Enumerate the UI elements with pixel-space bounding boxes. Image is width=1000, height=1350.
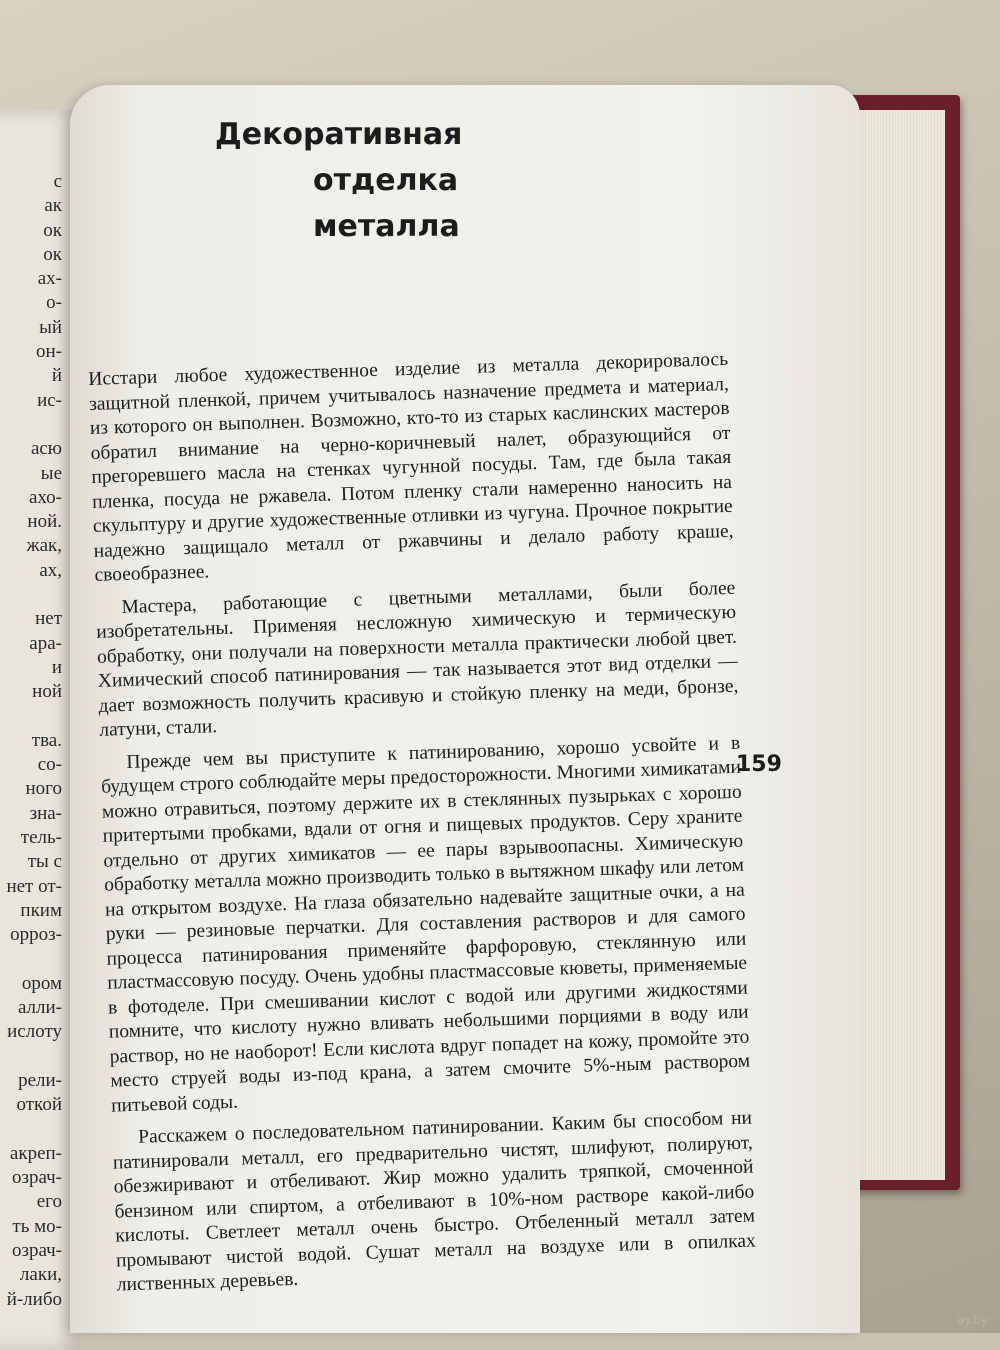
- left-fragment: рели-: [18, 1069, 62, 1091]
- left-fragment: [0, 705, 62, 729]
- left-fragment: его: [36, 1191, 62, 1213]
- left-fragment: нет: [35, 608, 62, 630]
- left-fragment: ах-: [37, 268, 62, 290]
- left-fragment: [0, 583, 62, 607]
- left-fragment: ок: [43, 243, 62, 265]
- left-page-text: [0, 170, 62, 1312]
- title-line-1: Декоративная: [215, 117, 463, 152]
- left-fragment: асю: [30, 438, 62, 460]
- left-fragment: орроз-: [10, 924, 62, 946]
- left-fragment: жак,: [26, 535, 62, 557]
- left-fragment: ной.: [27, 511, 62, 533]
- page-number: 159: [736, 752, 782, 777]
- left-fragment: ые: [40, 462, 62, 484]
- paragraph-4: Расскажем о последовательном патинировании. Каким бы способом ни патинировали металл, его предварительно чистят, шлифуют, полируют, обезжиривают и отбеливают. Жир можно удалить тряпкой, смоченной бензином или спиртом, а отбеливают в 10%-ном растворе какой-либо кислоты. Светлеет металл очень быстро. Отбеленный металл затем промывают чистой водой. Сушат металл на воздухе или в опилках лиственных деревьев.: [112, 1107, 757, 1296]
- left-page: [0, 110, 80, 1350]
- paragraph-2: Мастера, работающие с цветными металлами, были более изобретательны. Применяя несложную химическую и термическую обработку, они получали на поверхности металла практически любой цвет. Химический способ патинирования — так называется этот вид отделки — дает возможность получить красивую и стойкую пленку на меди, бронзе, латуни, стали.: [95, 577, 739, 741]
- left-fragment: ак: [44, 195, 62, 217]
- left-fragment: [0, 1045, 62, 1069]
- left-fragment: акреп-: [9, 1142, 62, 1164]
- left-fragment: алли-: [17, 997, 62, 1019]
- left-fragment: озрач-: [11, 1167, 62, 1189]
- left-fragment: о-: [46, 292, 62, 314]
- paragraph-3: Прежде чем вы приступите к патинированию, хорошо усвойте и в будущем строго соблюдайте меры предосторожности. Многими химикатами можно отравиться, поэтому держите их в стеклянных пузырьках с хорошо притертыми пробками, вдали от огня и пищевых продуктов. Серу храните отдельно от других химикатов — ее пары взрывоопасны. Химическую обработку металла можно производить только в вытяжном шкафу или летом на открытом воздухе. На глаза обязательно надевайте защитные очки, а на руки — резиновые перчатки. Для составления растворов и для самого процесса патинирования применяйте фарфоровую, стеклянную или пластмассовую посуду. Очень удобны пластмассовые кюветы, применяемые в фотоделе. При смешивании кислот с водой или другими жидкостями помните, что кислоту нужно вливать небольшими порциями в воду или раствор, но не наоборот! Если кислота вдруг попадет на кожу, промойте это место струей воды из-под крана, а затем смочите 5%-ным раствором питьевой соды.: [100, 732, 751, 1117]
- left-fragment: нет от-: [6, 875, 62, 897]
- left-fragment: со-: [37, 754, 62, 776]
- left-fragment: озрач-: [11, 1240, 62, 1262]
- paragraph-1: Исстари любое художественное изделие из металла декорировалось защитной пленкой, причем учитывалось назначение предмета и материал, из которого он выполнен. Возможно, кто-то из старых каслинских мастеров обратил внимание на черно-коричневый налет, образующийся от прегоревшего масла на стенках чугунной посуды. Там, где была такая пленка, посуда не ржавела. Потом пленку стали намеренно наносить на скульптуру и другие художественные отливки из чугуна. Прочное покрытие надежно защищало металл от ржавчины и делало работу краше, своеобразнее.: [88, 348, 734, 586]
- left-fragment: лаки,: [19, 1264, 62, 1286]
- left-fragment: [0, 948, 62, 972]
- left-fragment: ть мо-: [12, 1215, 62, 1237]
- left-fragment: й: [51, 365, 62, 387]
- title-line-3: металла: [313, 209, 460, 244]
- left-fragment: [0, 413, 62, 437]
- left-fragment: ахо-: [28, 486, 62, 508]
- left-fragment: тва.: [31, 729, 62, 751]
- left-fragment: ах,: [39, 559, 62, 581]
- left-fragment: откой: [16, 1094, 62, 1116]
- left-fragment: зна-: [29, 802, 62, 824]
- left-fragment: тель-: [20, 827, 62, 849]
- left-fragment: ной: [32, 681, 62, 703]
- left-fragment: ара-: [29, 632, 62, 654]
- left-fragment: ором: [21, 972, 62, 994]
- left-fragment: и: [51, 656, 62, 678]
- left-fragment: ис-: [37, 389, 62, 411]
- chapter-title: [215, 112, 463, 250]
- title-line-2: отделка: [313, 163, 459, 198]
- watermark: ay.by: [956, 1313, 988, 1327]
- left-fragment: ислоту: [7, 1021, 62, 1043]
- left-fragment: пким: [20, 899, 62, 921]
- left-fragment: ного: [25, 778, 62, 800]
- left-fragment: [0, 1118, 62, 1142]
- body-text: [88, 348, 757, 1306]
- left-fragment: ок: [43, 219, 62, 241]
- left-fragment: с: [53, 171, 62, 192]
- left-fragment: ый: [39, 316, 62, 338]
- left-fragment: й-либо: [6, 1288, 62, 1310]
- left-fragment: ты с: [27, 851, 62, 873]
- left-fragment: он-: [36, 341, 62, 363]
